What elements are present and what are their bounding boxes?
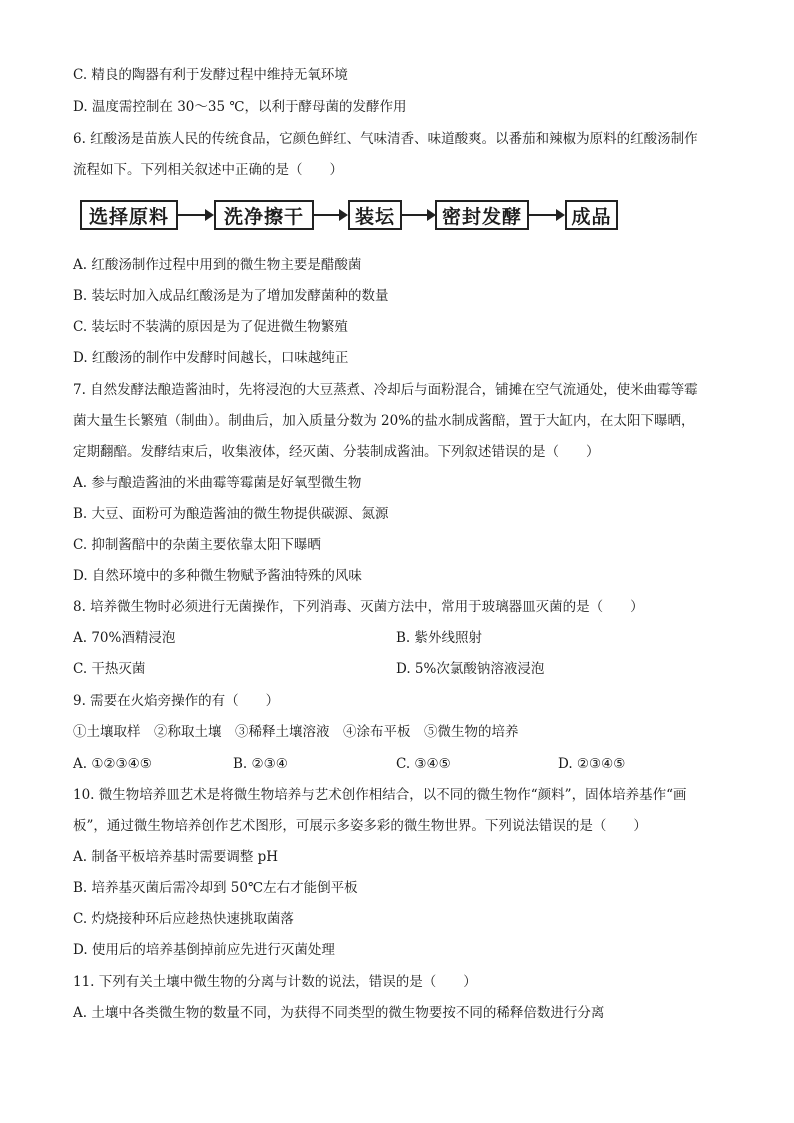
- q10-stem-line-2: 板”，通过微生物培养创作艺术图形，可展示多姿多彩的微生物世界。下列说法错误的是（ ）: [73, 818, 647, 834]
- q6-stem-line-1: 6. 红酸汤是苗族人民的传统食品，它颜色鲜红、气味清香、味道酸爽。以番茄和辣椒为原料的红酸汤制作: [73, 131, 698, 147]
- q10-option-a: A. 制备平板培养基时需要调整 pH: [73, 849, 279, 865]
- line-q5-option-d: D. 温度需控制在 30～35 ℃，以利于酵母菌的发酵作用: [73, 99, 407, 115]
- line-q5-option-c: C. 精良的陶器有利于发酵过程中维持无氧环境: [73, 67, 348, 83]
- q6-process-flow: [80, 198, 620, 234]
- q8-stem: 8. 培养微生物时必须进行无菌操作，下列消毒、灭菌方法中，常用于玻璃器皿灭菌的是（ ）: [73, 599, 644, 615]
- flow-step-5: 成品: [565, 200, 618, 230]
- q11-stem: 11. 下列有关土壤中微生物的分离与计数的说法，错误的是（ ）: [73, 974, 477, 990]
- q8-option-a: A. 70%酒精浸泡: [73, 630, 176, 646]
- q11-option-a: A. 土壤中各类微生物的数量不同，为获得不同类型的微生物要按不同的稀释倍数进行分离: [73, 1005, 605, 1021]
- q10-option-d: D. 使用后的培养基倒掉前应先进行灭菌处理: [73, 942, 335, 958]
- q6-option-a: A. 红酸汤制作过程中用到的微生物主要是醋酸菌: [73, 257, 362, 273]
- q8-option-b: B. 紫外线照射: [396, 630, 483, 646]
- q9-option-a: A. ①②③④⑤: [73, 756, 152, 772]
- flow-arrow-icon: [402, 214, 434, 216]
- q8-option-d: D. 5%次氯酸钠溶液浸泡: [396, 661, 545, 677]
- q7-option-a: A. 参与酿造酱油的米曲霉等霉菌是好氧型微生物: [73, 475, 362, 491]
- flow-arrow-icon: [529, 214, 563, 216]
- q8-option-c: C. 干热灭菌: [73, 661, 146, 677]
- q10-option-b: B. 培养基灭菌后需冷却到 50℃左右才能倒平板: [73, 880, 358, 896]
- q7-option-c: C. 抑制酱醅中的杂菌主要依靠太阳下曝晒: [73, 537, 321, 553]
- q6-option-d: D. 红酸汤的制作中发酵时间越长，口味越纯正: [73, 350, 349, 366]
- q9-option-c: C. ③④⑤: [396, 756, 451, 772]
- flow-step-4: 密封发酵: [435, 200, 529, 230]
- flow-step-2: 洗净擦干: [214, 200, 314, 230]
- q9-option-b: B. ②③④: [233, 756, 288, 772]
- q9-stem: 9. 需要在火焰旁操作的有（ ）: [73, 693, 280, 709]
- q7-stem-line-2: 菌大量生长繁殖（制曲）。制曲后，加入质量分数为 20%的盐水制成酱醅，置于大缸内，在太阳下曝晒，: [73, 413, 695, 429]
- q10-stem-line-1: 10. 微生物培养皿艺术是将微生物培养与艺术创作相结合，以不同的微生物作“颜料”，固体培养基作“画: [73, 787, 687, 803]
- q7-option-b: B. 大豆、面粉可为酿造酱油的微生物提供碳源、氮源: [73, 506, 389, 522]
- q10-option-c: C. 灼烧接种环后应趁热快速挑取菌落: [73, 911, 294, 927]
- q9-option-d: D. ②③④⑤: [558, 756, 626, 772]
- flow-arrow-icon: [314, 214, 346, 216]
- q7-stem-line-1: 7. 自然发酵法酿造酱油时，先将浸泡的大豆蒸煮、冷却后与面粉混合，铺摊在空气流通处，使米曲霉等霉: [73, 382, 698, 398]
- flow-arrow-icon: [178, 214, 212, 216]
- q6-option-c: C. 装坛时不装满的原因是为了促进微生物繁殖: [73, 319, 348, 335]
- flow-step-1: 选择原料: [80, 200, 178, 230]
- q6-option-b: B. 装坛时加入成品红酸汤是为了增加发酵菌种的数量: [73, 288, 389, 304]
- q7-stem-line-3: 定期翻醅。发酵结束后，收集液体，经灭菌、分装制成酱油。下列叙述错误的是（ ）: [73, 444, 600, 460]
- q7-option-d: D. 自然环境中的多种微生物赋予酱油特殊的风味: [73, 568, 362, 584]
- q6-stem-line-2: 流程如下。下列相关叙述中正确的是（ ）: [73, 162, 343, 178]
- flow-step-3: 装坛: [348, 200, 402, 230]
- q9-items: ①土壤取样 ②称取土壤 ③稀释土壤溶液 ④涂布平板 ⑤微生物的培养: [73, 724, 519, 740]
